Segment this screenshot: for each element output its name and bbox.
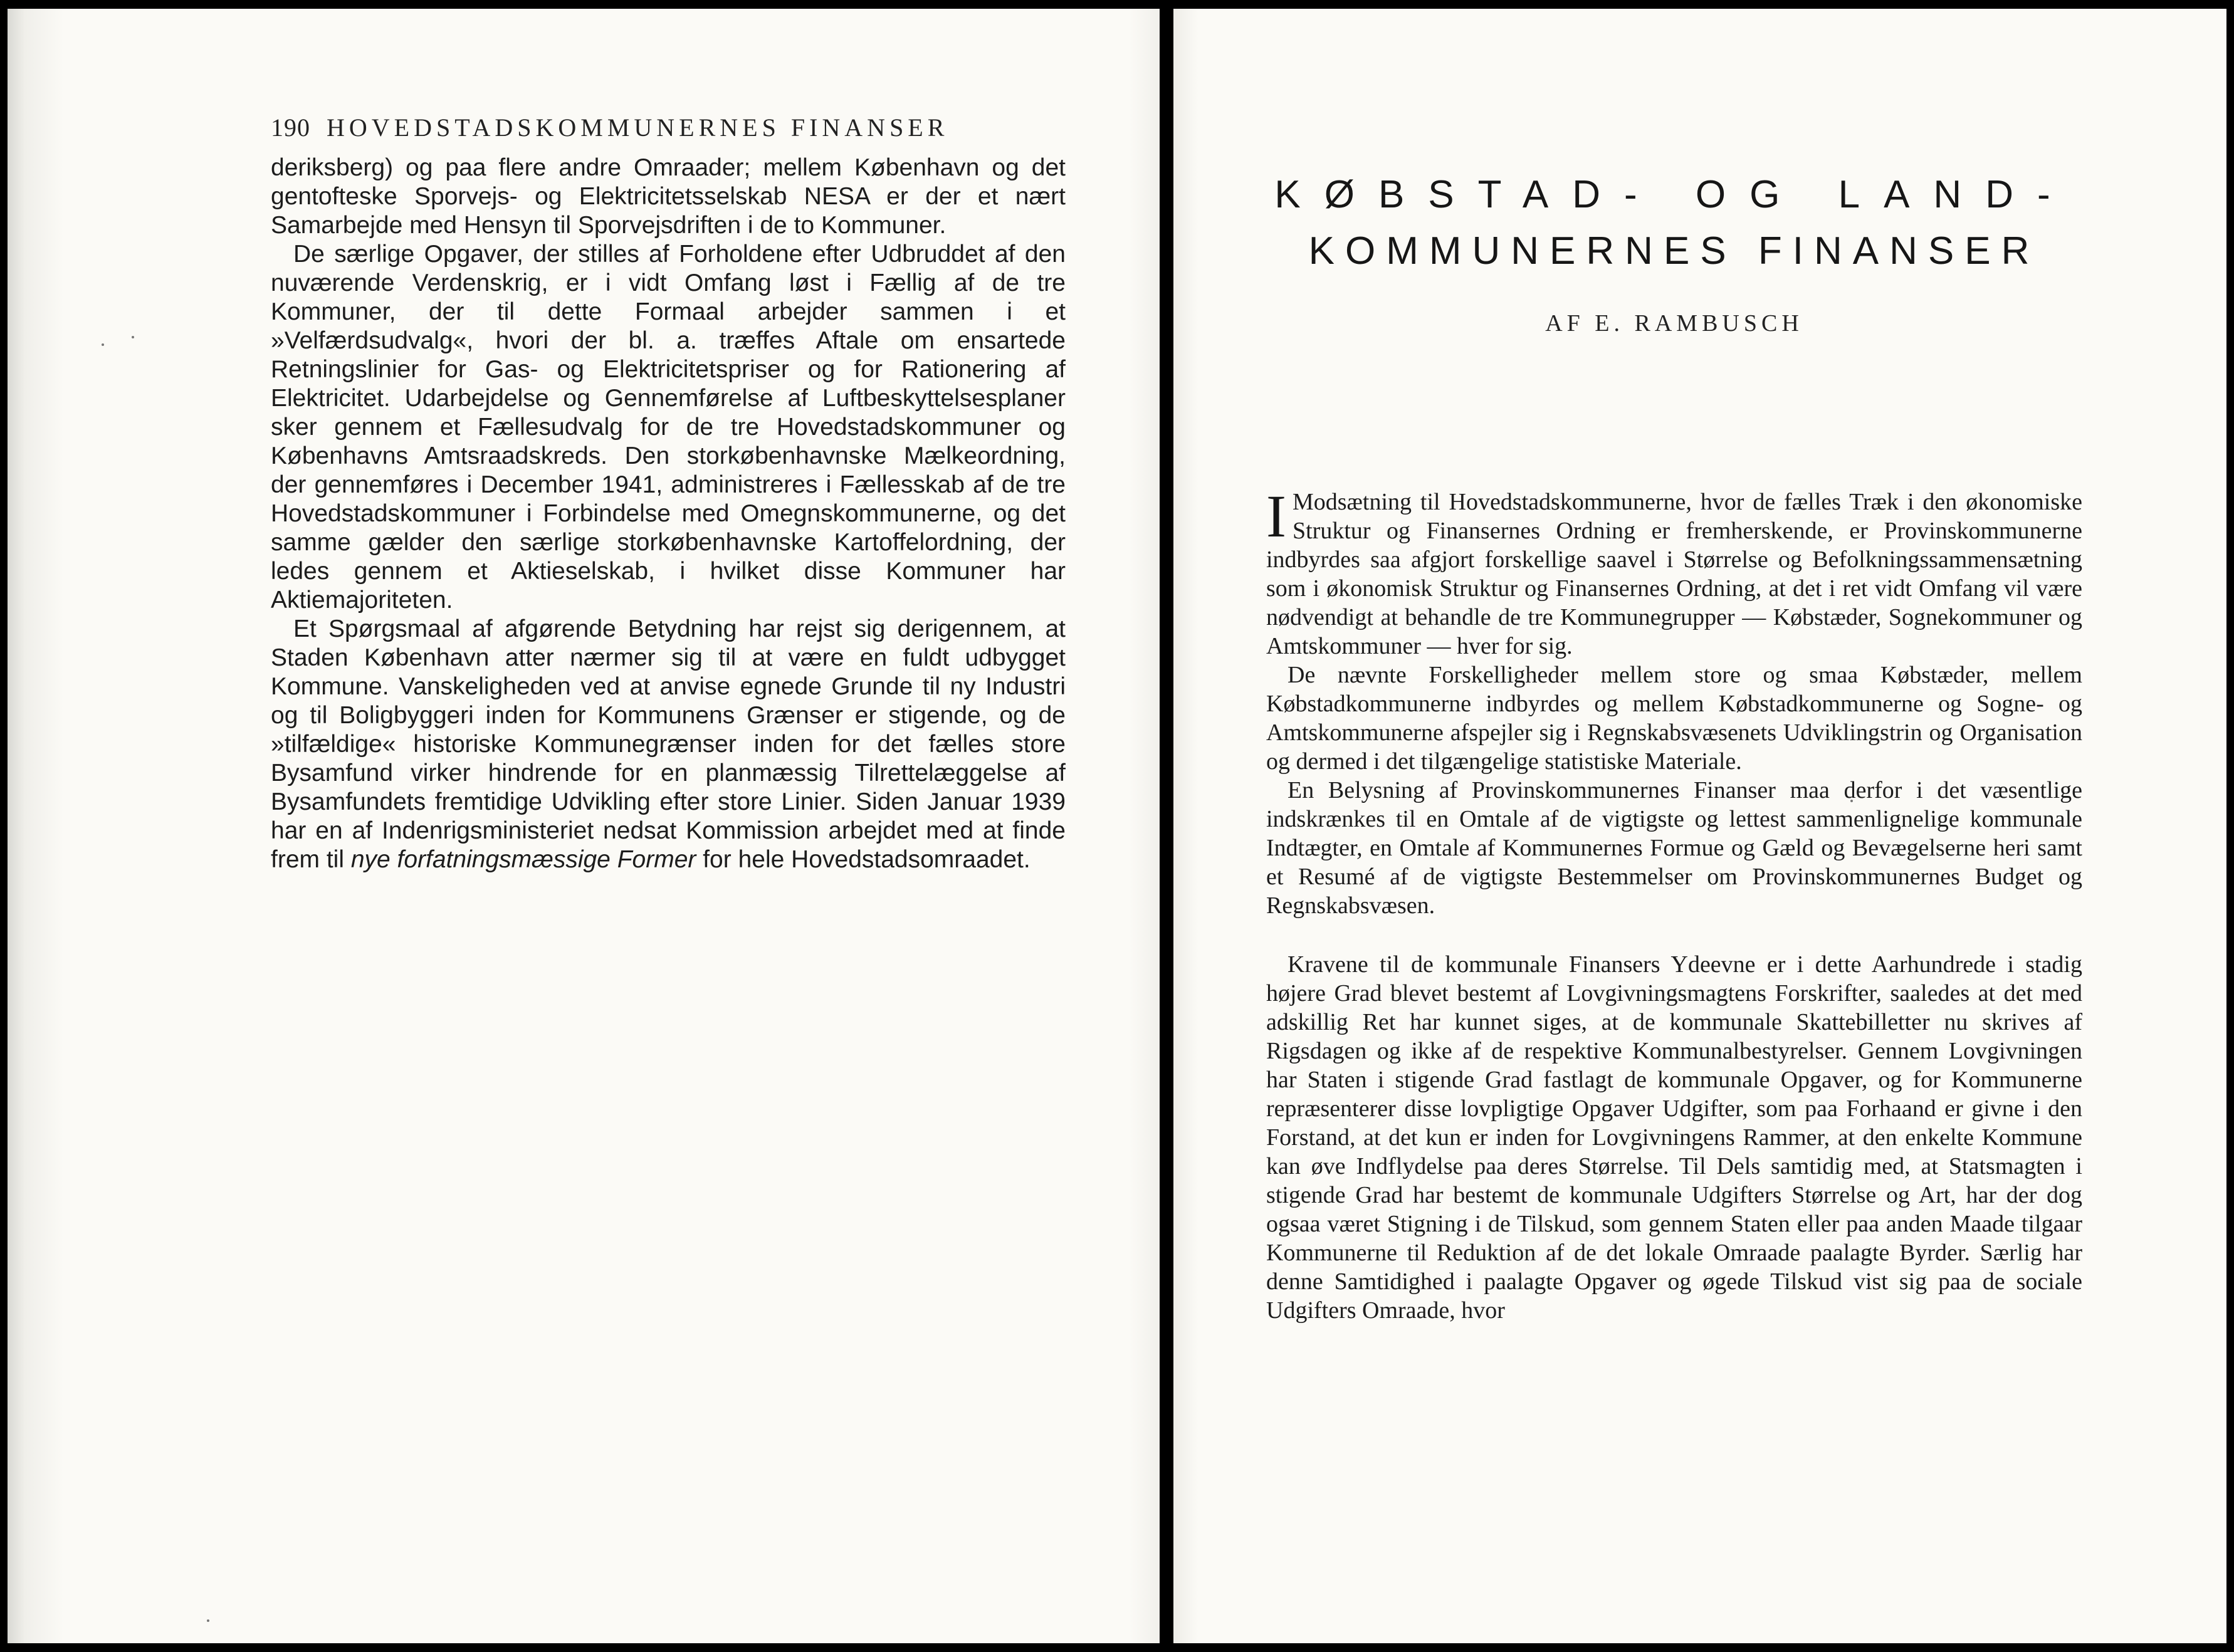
- author-byline: AF E. RAMBUSCH: [1545, 310, 1803, 337]
- paragraph-text: Modsætning til Hovedstadskommunerne, hvor de fælles Træk i den økonomiske Struktur og Finansernes Ordning er fremherskende, er Provinskommunerne indbyrdes saa afgjort forskellige saavel i Størrelse og Befolkningssammensætning som i økonomisk Struktur og Finansernes Ordning, at det i ret vidt Omfang vil være nødvendigt at behandle de tre Kommunegrupper — Købstæder, Sognekommuner og Amtskommuner — hver for sig.: [1266, 489, 2082, 659]
- page-speck: [132, 336, 134, 338]
- left-text-block: [271, 113, 1066, 874]
- right-page: [1173, 9, 2226, 1643]
- running-head: [271, 113, 1066, 142]
- chapter-title-line: KØBSTAD- OG LAND-: [1274, 173, 2074, 216]
- page-speck: [102, 343, 104, 346]
- paragraph: De særlige Opgaver, der stilles af Forholdene efter Udbruddet af den nuværende Verdenskrig, er i vidt Omfang løst i Fællig af de tre Kommuner, der til dette Formaal arbejder sammen i et »Velfærdsudvalg«, hvori der bl. a. træffes Aftale om ensartede Retningslinier for Gas- og Elektricitetspriser og for Rationering af Elektricitet. Udarbejdelse og Gennemførelse af Luftbeskyttelsesplaner sker gennem et Fællesudvalg for de tre Hovedstadskommuner og Københavns Amtsraadskreds. Den storkøbenhavnske Mælkeordning, der gennemføres i December 1941, administreres i Fællesskab af de tre Hovedstadskommuner i Forbindelse med Omegnskommunerne, og det samme gælder den særlige storkøbenhavnske Kartoffelordning, der ledes gennem et Aktieselskab, i hvilket disse Kommuner har Aktiemajoriteten.: [271, 241, 1066, 614]
- drop-cap: I: [1266, 483, 1286, 550]
- left-page: [8, 9, 1160, 1643]
- chapter-title: [1266, 167, 2082, 280]
- page-speck: [207, 1619, 209, 1622]
- right-body-text: [1266, 483, 2082, 1325]
- page-number: 190: [271, 113, 310, 142]
- paragraph: En Belysning af Provinskommunernes Finanser maa derfor i det væsentlige indskrænkes til en Omtale af de vigtigste og lettest sammenlignelige kommunale Indtægter, en Omtale af Kommunernes Formue og Gæld og Bevægelserne heri samt et Resumé af de vigtigste Bestemmelser om Provinskommunernes Budget og Regnskabsvæsen.: [1266, 777, 2082, 919]
- chapter-title-line: KOMMUNERNES FINANSER: [1308, 229, 2040, 273]
- paragraph-text: for hele Hovedstadsomraadet.: [696, 846, 1030, 873]
- paragraph-text: Et Spørgsmaal af afgørende Betydning har rejst sig derigennem, at Staden København atter nærmer sig til at være en fuldt udbygget Kommune. Vanskeligheden ved at anvise egnede Grunde til ny Industri og til Boligbyggeri inden for Kommunens Grænser er stigende, og de »tilfældige« historiske Kommunegrænser inden for det fælles store Bysamfund virker hindrende for en planmæssig Tilrettelæggelse af Bysamfundets fremtidige Udvikling efter store Linier. Siden Januar 1939 har en af Indenrigsministeriet nedsat Kommission arbejdet med at finde frem til: [271, 615, 1066, 873]
- paragraph: [1266, 483, 2082, 661]
- emphasis-text: nye forfatningsmæssige Former: [350, 846, 696, 873]
- paragraph: deriksberg) og paa flere andre Omraader; mellem København og det gentofteske Sporvejs- og Elektricitetsselskab NESA er der et nært Samarbejde med Hensyn til Sporvejsdriften i de to Kommuner.: [271, 154, 1066, 239]
- left-body-text: [271, 154, 1066, 874]
- running-head-title: HOVEDSTADSKOMMUNERNES FINANSER: [327, 113, 949, 142]
- paragraph: Kravene til de kommunale Finansers Ydeevne er i dette Aarhundrede i stadig højere Grad blevet bestemt af Lovgivningsmagtens Forskrifter, saaledes at det med adskillig Ret har kunnet siges, at de kommunale Skattebilletter nu skrives af Rigsdagen og ikke af de respektive Kommunalbestyrelser. Gennem Lovgivningen har Staten i stigende Grad fastlagt de kommunale Opgaver, og for Kommunerne repræsenterer disse lovpligtige Opgaver Udgifter, som paa Forhaand er givne i den Forstand, at det kun er inden for Lovgivningens Rammer, at den enkelte Kommune kan øve Indflydelse paa deres Størrelse. Til Dels samtidig med, at Statsmagten i stigende Grad har bestemt de kommunale Udgifters Størrelse og Art, har der dog ogsaa været Stigning i de Tilskud, som gennem Staten eller paa anden Maade tilgaar Kommunerne til Reduktion af de det lokale Omraade paalagte Byrder. Særlig har denne Samtidighed i paalagte Opgaver og øgede Tilskud vist sig paa de sociale Udgifters Omraade, hvor: [1266, 951, 2082, 1324]
- paragraph: De nævnte Forskelligheder mellem store og smaa Købstæder, mellem Købstadkommunerne indbyrdes og mellem Købstadkommunerne og Sogne- og Amtskommunerne afspejler sig i Regnskabsvæsenets Udviklingstrin og Organisation og dermed i det tilgængelige statistiske Materiale.: [1266, 662, 2082, 775]
- right-text-block: [1266, 167, 2082, 1325]
- paragraph: [271, 615, 1066, 874]
